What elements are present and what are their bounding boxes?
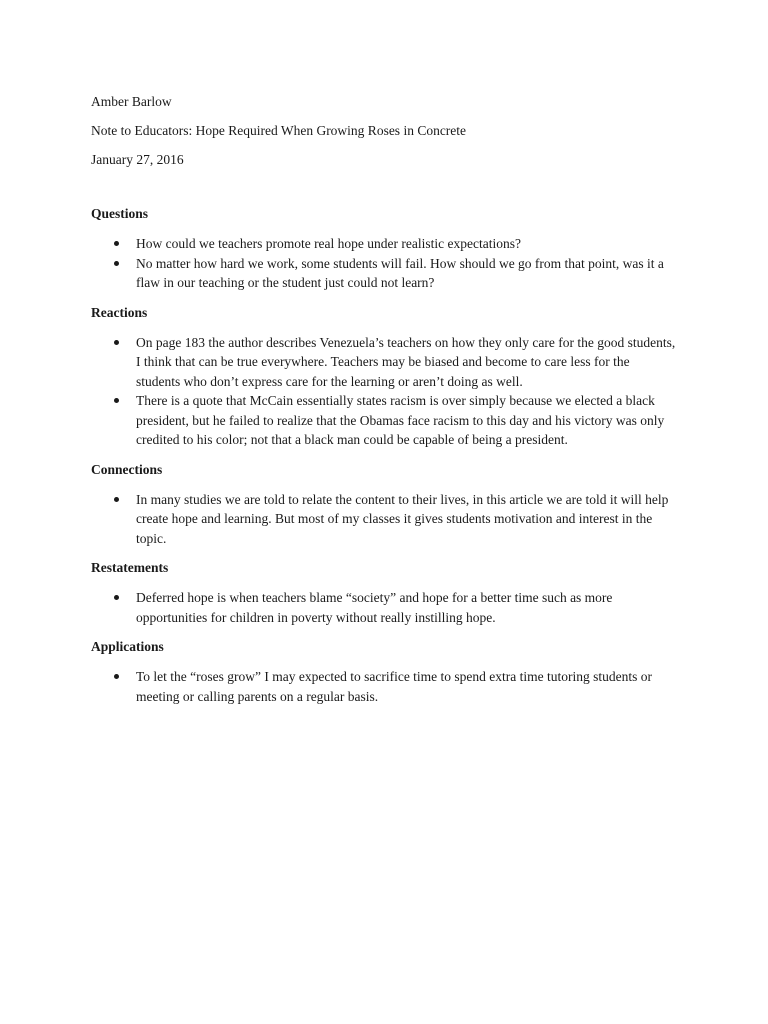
section-title: Connections xyxy=(91,461,163,477)
list-item xyxy=(91,667,676,706)
list-item-text: On page 183 the author describes Venezuela’s teachers on how they only care for the good students, I think that can be true everywhere. Teachers may be biased and become to care less for the students who don’t express care for the learning or aren’t doing as well. xyxy=(136,334,676,389)
section-restatements xyxy=(91,558,691,627)
bullet-icon xyxy=(114,398,119,403)
bullet-icon xyxy=(114,340,119,345)
list-item-text: How could we teachers promote real hope under realistic expectations? xyxy=(136,236,521,251)
list-item xyxy=(91,490,676,549)
bullet-icon xyxy=(114,674,119,679)
list-item-text: To let the “roses grow” I may expected to sacrifice time to spend extra time tutoring students or meeting or calling parents on a regular basis. xyxy=(136,669,653,704)
list-item-text: No matter how hard we work, some students will fail. How should we go from that point, was it a flaw in our teaching or the student just could not learn? xyxy=(136,255,664,290)
bullet-icon xyxy=(114,595,119,600)
section-title: Applications xyxy=(91,639,164,654)
section-questions xyxy=(91,204,691,293)
bullet-list xyxy=(91,588,691,627)
bullet-list xyxy=(91,234,691,293)
section-reactions xyxy=(91,303,691,450)
bullet-icon xyxy=(114,241,119,246)
section-connections xyxy=(91,460,691,549)
bullet-icon xyxy=(114,261,119,266)
document-date: January 27, 2016 xyxy=(91,152,184,167)
list-item xyxy=(91,254,676,293)
bullet-icon xyxy=(114,497,119,502)
list-item-text: Deferred hope is when teachers blame “society” and hope for a better time such as more opportunities for children in poverty without really instilling hope. xyxy=(136,590,613,625)
author-name: Amber Barlow xyxy=(91,94,172,109)
list-item-text: There is a quote that McCain essentially states racism is over simply because we elected a black president, but he failed to realize that the Obamas face racism to this day and his victory was only credited to his color; not that a black man could be capable of being a president. xyxy=(136,393,665,447)
document-page xyxy=(91,92,691,706)
bullet-list xyxy=(91,667,691,706)
section-title: Restatements xyxy=(91,560,169,575)
list-item xyxy=(91,234,676,254)
bullet-list xyxy=(91,490,691,549)
document-title: Note to Educators: Hope Required When Growing Roses in Concrete xyxy=(91,123,467,138)
section-title: Questions xyxy=(91,206,149,221)
list-item xyxy=(91,391,676,450)
list-item xyxy=(91,333,676,392)
list-item xyxy=(91,588,676,627)
section-applications xyxy=(91,637,691,706)
bullet-list xyxy=(91,333,691,450)
list-item-text: In many studies we are told to relate the content to their lives, in this article we are told it will help create hope and learning. But most of my classes it gives students motivation and interest in the topic. xyxy=(136,491,669,546)
section-title: Reactions xyxy=(91,304,148,320)
